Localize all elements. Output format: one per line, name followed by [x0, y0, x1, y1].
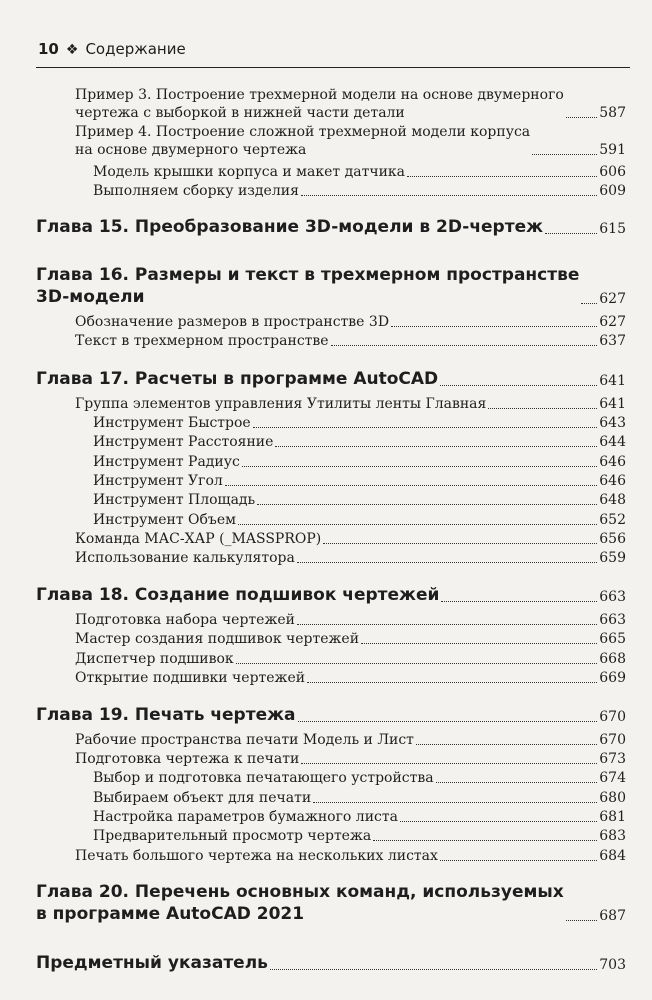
- toc-entry-page: 670: [599, 709, 626, 725]
- toc-entry-label-line2: на основе двумерного чертежа: [75, 142, 307, 158]
- toc-entry-page: 615: [599, 221, 626, 237]
- toc-dot-leader: [545, 233, 597, 234]
- toc-dot-leader: [373, 840, 597, 841]
- toc-entry-section[interactable]: [75, 123, 626, 159]
- toc-dot-leader: [242, 466, 597, 467]
- toc-entry-label: Выбор и подготовка печатающего устройства: [93, 770, 434, 786]
- toc-entry-chapter[interactable]: [36, 264, 626, 308]
- header-rule: [36, 67, 630, 68]
- toc-dot-leader: [331, 345, 598, 346]
- toc-entry-subsection[interactable]: [93, 827, 626, 845]
- toc-entry-label: Инструмент Радиус: [93, 454, 240, 470]
- toc-entry-label: Рабочие пространства печати Модель и Лист: [75, 732, 414, 748]
- toc-dot-leader: [236, 663, 598, 664]
- toc-dot-leader: [400, 821, 597, 822]
- toc-chapter-label-line2: в программе AutoCAD 2021: [36, 904, 305, 924]
- toc-entry-label: Использование калькулятора: [75, 550, 295, 566]
- toc-dot-leader: [416, 744, 597, 745]
- toc-entry-page: 656: [599, 531, 626, 547]
- toc-chapter-label: Глава 19. Печать чертежа: [36, 705, 296, 725]
- toc-entry-page: 680: [599, 790, 626, 806]
- toc-entry-page: 673: [599, 751, 626, 767]
- toc-entry-page: 591: [599, 142, 626, 158]
- toc-dot-leader: [391, 326, 597, 327]
- toc-entry-label: Мастер создания подшивок чертежей: [75, 631, 360, 647]
- toc-dot-leader: [532, 154, 597, 155]
- toc-entry-label: Печать большого чертежа на нескольких листах: [75, 848, 438, 864]
- toc-entry-page: 648: [599, 492, 626, 508]
- toc-entry-label: Инструмент Расстояние: [93, 434, 274, 450]
- header-page-number: 10: [38, 40, 59, 58]
- toc-dot-leader: [581, 303, 597, 304]
- toc-entry-subsection[interactable]: [93, 433, 626, 451]
- toc-dot-leader: [253, 427, 598, 428]
- toc-dot-leader: [488, 408, 597, 409]
- toc-entry-page: 663: [599, 612, 626, 628]
- toc-entry-page: 663: [599, 589, 626, 605]
- toc-entry-label: Предварительный просмотр чертежа: [93, 828, 372, 844]
- toc-dot-leader: [270, 969, 597, 970]
- toc-entry-page: 669: [599, 670, 626, 686]
- toc-entry-page: 665: [599, 631, 626, 647]
- toc-entry-page: 587: [599, 105, 626, 121]
- toc-entry-page: 609: [599, 183, 626, 199]
- toc-entry-label: Текст в трехмерном пространстве: [75, 333, 329, 349]
- toc-entry-label: Модель крышки корпуса и макет датчика: [93, 164, 406, 180]
- toc-entry-page: 637: [599, 333, 626, 349]
- toc-dot-leader: [225, 485, 597, 486]
- toc-entry-page: 606: [599, 164, 626, 180]
- running-header: [38, 40, 186, 58]
- toc-chapter-label-line1: Глава 16. Размеры и текст в трехмерном пространстве: [36, 265, 580, 285]
- toc-entry-chapter[interactable]: [36, 584, 626, 606]
- toc-entry-subsection[interactable]: [93, 414, 626, 432]
- toc-entry-subsection[interactable]: [93, 491, 626, 509]
- toc-dot-leader: [566, 920, 598, 921]
- toc-entry-section[interactable]: [75, 549, 626, 567]
- toc-dot-leader: [436, 782, 598, 783]
- toc-dot-leader: [238, 524, 597, 525]
- toc-entry-label: Открытие подшивки чертежей: [75, 670, 306, 686]
- toc-entry-label: Группа элементов управления Утилиты ленты Главная: [75, 396, 487, 412]
- toc-chapter-label: Предметный указатель: [36, 953, 268, 973]
- toc-entry-section[interactable]: [75, 630, 626, 648]
- toc-entry-subsection[interactable]: [93, 511, 626, 529]
- toc-entry-label: Подготовка чертежа к печати: [75, 751, 300, 767]
- toc-entry-page: 641: [599, 396, 626, 412]
- toc-entry-section[interactable]: [75, 611, 626, 629]
- toc-entry-page: 687: [599, 908, 626, 924]
- toc-entry-page: 627: [599, 314, 626, 330]
- toc-dot-leader: [323, 543, 597, 544]
- toc-entry-label: Подготовка набора чертежей: [75, 612, 295, 628]
- toc-entry-page: 670: [599, 732, 626, 748]
- toc-dot-leader: [301, 195, 597, 196]
- toc-entry-label: Обозначение размеров в пространстве 3D: [75, 314, 390, 330]
- toc-chapter-label: Глава 17. Расчеты в программе AutoCAD: [36, 369, 439, 389]
- toc-entry-section[interactable]: [75, 847, 626, 865]
- toc-entry-subsection[interactable]: [93, 163, 626, 181]
- toc-entry-page: 681: [599, 809, 626, 825]
- toc-dot-leader: [440, 860, 597, 861]
- toc-entry-page: 627: [599, 291, 626, 307]
- toc-entry-chapter[interactable]: [36, 704, 626, 726]
- toc-entry-label-line1: Пример 3. Построение трехмерной модели на основе двумерного: [75, 87, 564, 103]
- toc-entry-label: Выбираем объект для печати: [93, 790, 312, 806]
- toc-entry-chapter[interactable]: [36, 216, 626, 238]
- toc-entry-page: 646: [599, 454, 626, 470]
- toc-entry-chapter[interactable]: [36, 368, 626, 390]
- toc-dot-leader: [298, 721, 598, 722]
- toc-entry-label: Инструмент Объем: [93, 512, 237, 528]
- toc-entry-page: 643: [599, 415, 626, 431]
- toc-entry-subsection[interactable]: [93, 808, 626, 826]
- toc-entry-chapter[interactable]: [36, 952, 626, 974]
- toc-dot-leader: [297, 624, 597, 625]
- toc-entry-label-line1: Пример 4. Построение сложной трехмерной модели корпуса: [75, 124, 531, 140]
- toc-dot-leader: [566, 117, 597, 118]
- toc-entry-page: 674: [599, 770, 626, 786]
- toc-entry-section[interactable]: [75, 731, 626, 749]
- toc-dot-leader: [257, 504, 597, 505]
- toc-dot-leader: [301, 763, 597, 764]
- toc-dot-leader: [275, 446, 597, 447]
- toc-dot-leader: [297, 562, 597, 563]
- toc-entry-subsection[interactable]: [93, 769, 626, 787]
- toc-entry-page: 684: [599, 848, 626, 864]
- toc-entry-label-line2: чертежа с выборкой в нижней части детали: [75, 105, 405, 121]
- toc-entry-section[interactable]: [75, 332, 626, 350]
- toc-entry-page: 659: [599, 550, 626, 566]
- toc-entry-label: Настройка параметров бумажного листа: [93, 809, 398, 825]
- toc-chapter-label: Глава 15. Преобразование 3D-модели в 2D-чертеж: [36, 217, 544, 237]
- toc-entry-page: 646: [599, 473, 626, 489]
- toc-entry-page: 641: [599, 373, 626, 389]
- toc-entry-page: 652: [599, 512, 626, 528]
- toc-entry-subsection[interactable]: [93, 182, 626, 200]
- toc-entry-label: Инструмент Быстрое: [93, 415, 251, 431]
- toc-entry-page: 644: [599, 434, 626, 450]
- toc-entry-section[interactable]: [75, 750, 626, 768]
- toc-dot-leader: [361, 643, 597, 644]
- toc-chapter-label: Глава 18. Создание подшивок чертежей: [36, 585, 440, 605]
- toc-entry-label: Инструмент Угол: [93, 473, 223, 489]
- toc-entry-section[interactable]: [75, 86, 626, 122]
- toc-entry-label: Команда МАС-ХАР (_MASSPROP): [75, 531, 322, 547]
- toc-entry-subsection[interactable]: [93, 472, 626, 490]
- toc-chapter-label-line2: 3D-модели: [36, 287, 145, 307]
- toc-entry-label: Выполняем сборку изделия: [93, 183, 299, 199]
- toc-entry-subsection[interactable]: [93, 789, 626, 807]
- toc-entry-subsection[interactable]: [93, 453, 626, 471]
- toc-entry-chapter[interactable]: [36, 881, 626, 925]
- toc-entry-page: 703: [599, 957, 626, 973]
- toc-dot-leader: [440, 385, 597, 386]
- toc-chapter-label-line1: Глава 20. Перечень основных команд, используемых: [36, 882, 564, 902]
- toc-entry-page: 668: [599, 651, 626, 667]
- toc-entry-label: Инструмент Площадь: [93, 492, 256, 508]
- toc-entry-page: 683: [599, 828, 626, 844]
- toc-entry-section[interactable]: [75, 395, 626, 413]
- toc-dot-leader: [313, 802, 597, 803]
- toc-dot-leader: [407, 176, 597, 177]
- toc-entry-section[interactable]: [75, 650, 626, 668]
- toc-entry-section[interactable]: [75, 530, 626, 548]
- toc-dot-leader: [307, 682, 597, 683]
- header-ornament-icon: ❖: [65, 42, 79, 58]
- toc-entry-section[interactable]: [75, 669, 626, 687]
- toc-dot-leader: [441, 601, 597, 602]
- header-title: Содержание: [85, 40, 186, 58]
- toc-entry-section[interactable]: [75, 313, 626, 331]
- toc-entry-label: Диспетчер подшивок: [75, 651, 234, 667]
